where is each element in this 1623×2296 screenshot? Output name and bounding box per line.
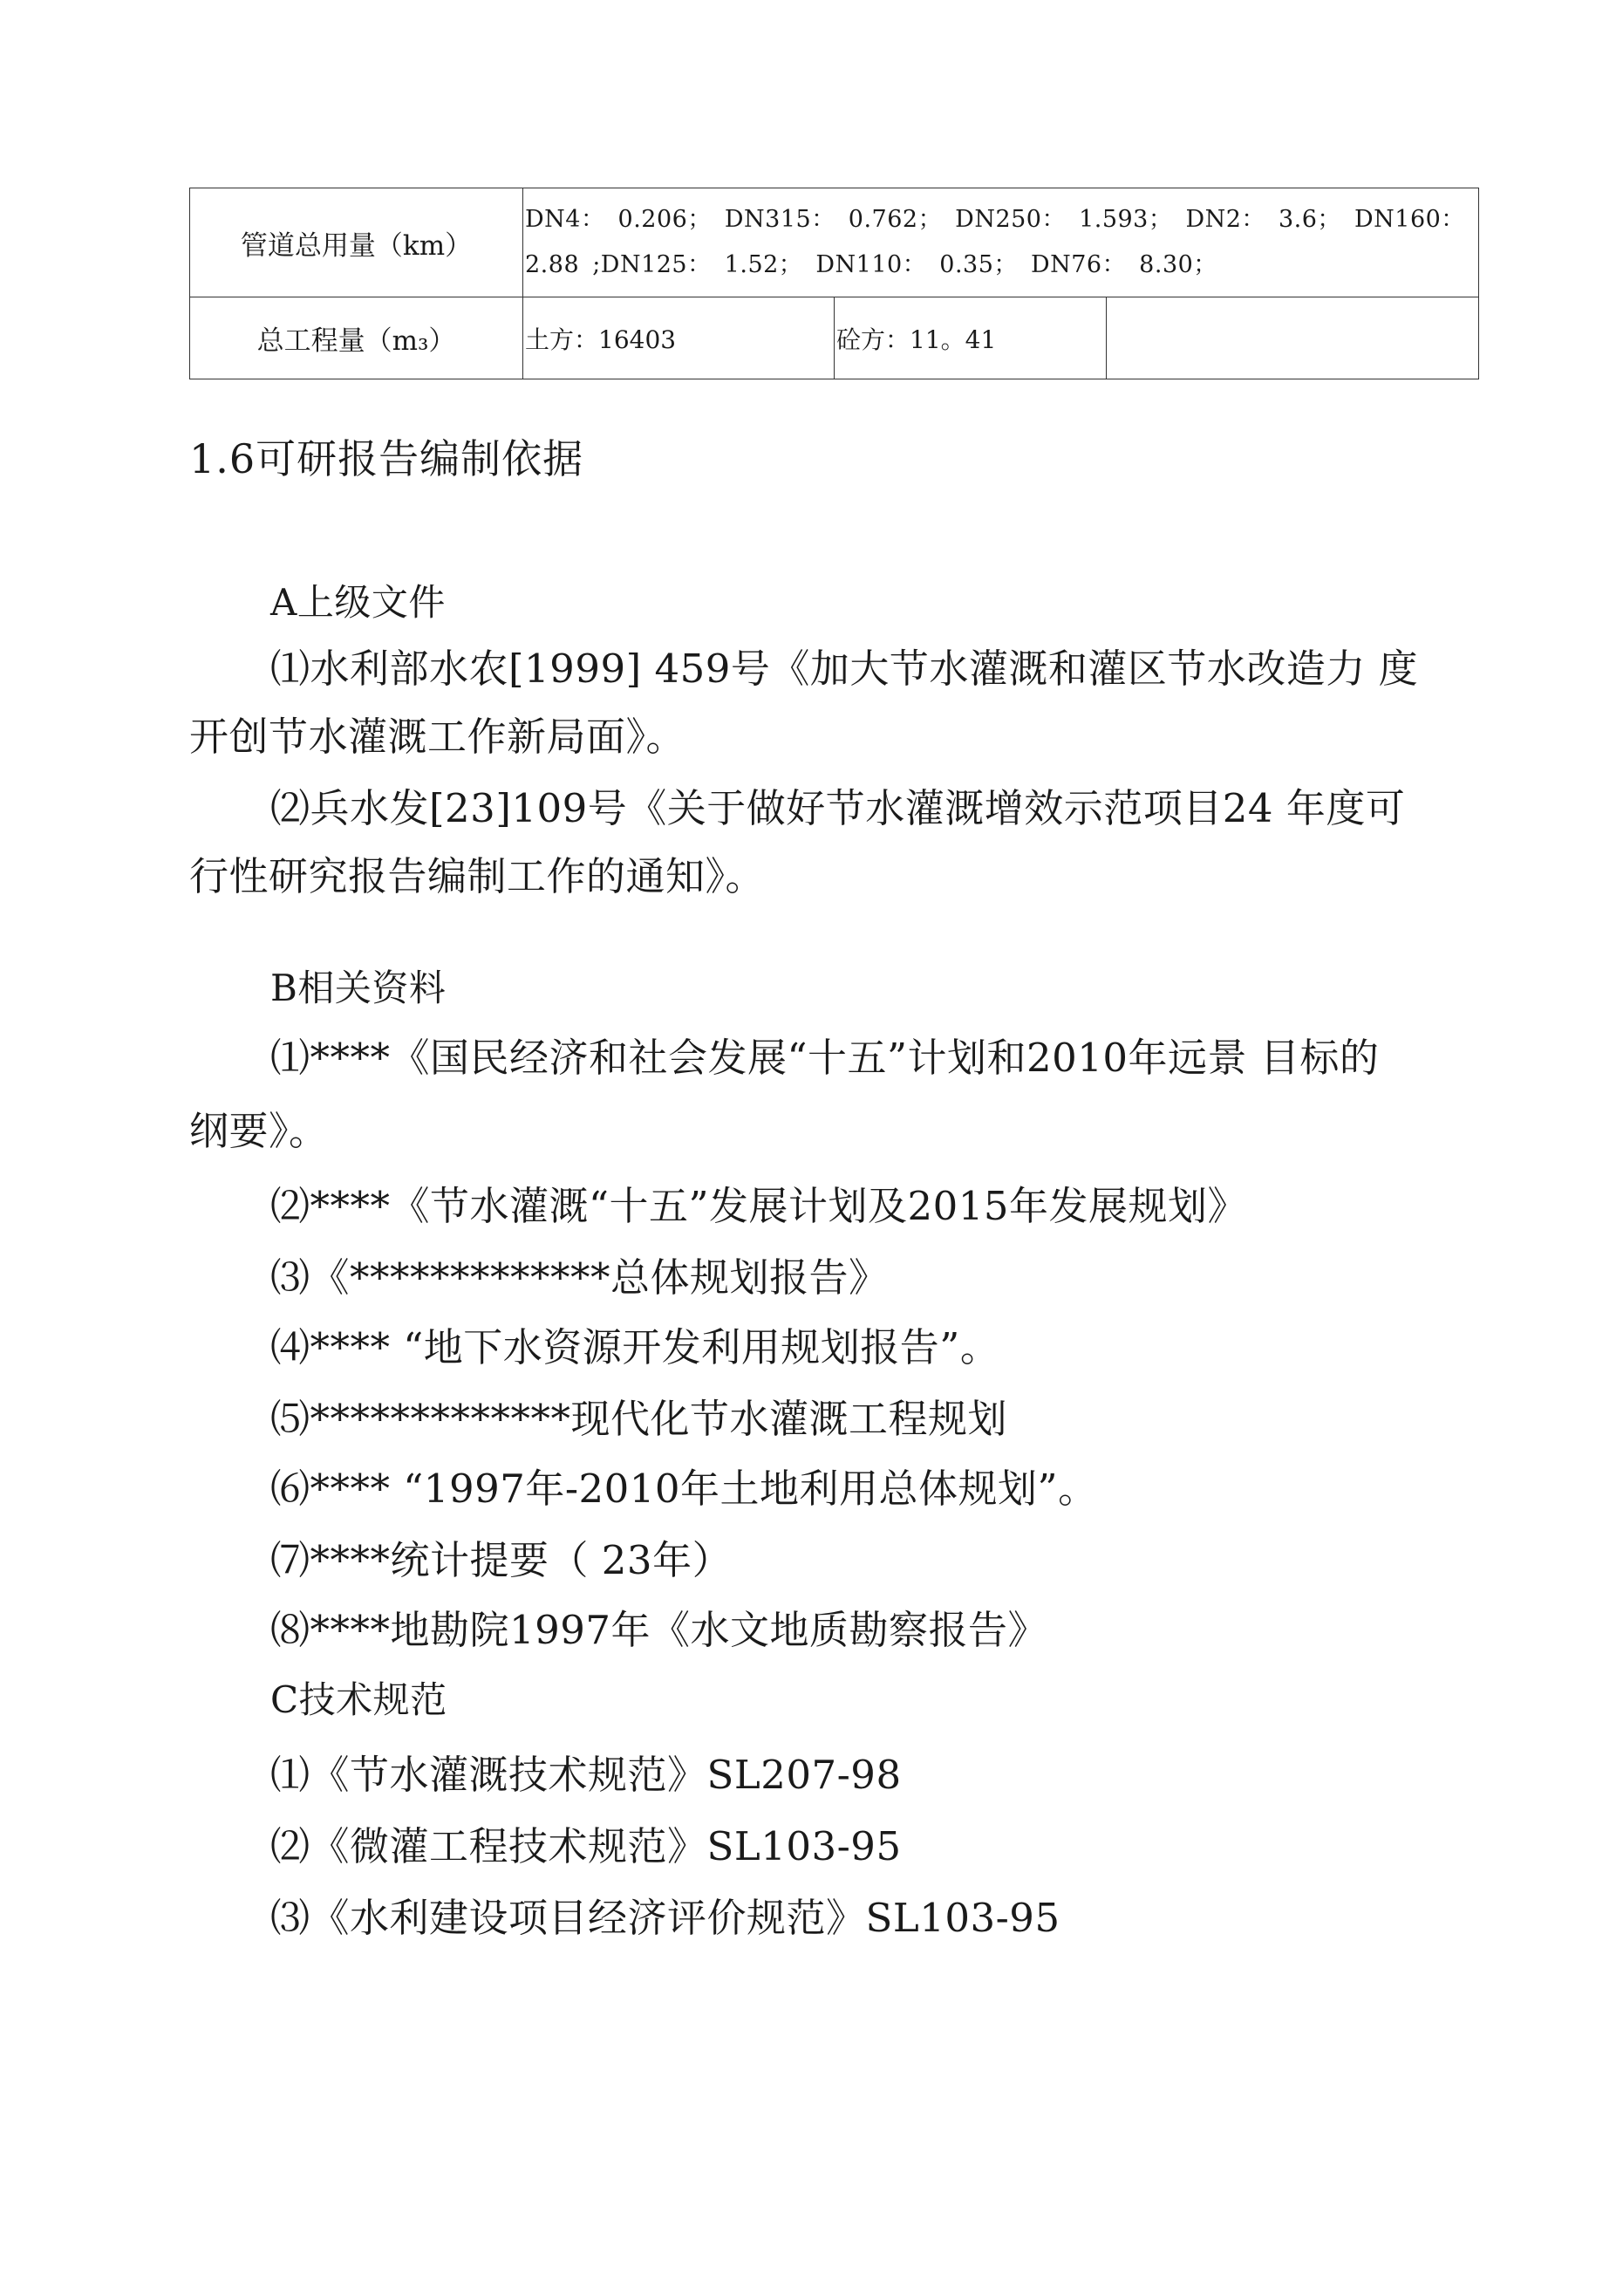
group-b-item-6: ⑹**** “1997年-2010年土地利用总体规划”。 [270,1466,1098,1512]
earthwork-value: 土方：16403 [523,297,835,379]
empty-cell [1107,297,1479,379]
group-c-item-1: ⑴《节水灌溉技术规范》SL207-98 [270,1752,902,1798]
table-row-total-work [190,297,1479,379]
pipe-usage-label: 管道总用量（km） [190,188,523,297]
group-c-item-3: ⑶《水利建设项目经济评价规范》SL103-95 [270,1895,1060,1941]
group-b-item-8: ⑻****地勘院1997年《水文地质勘察报告》 [270,1607,1048,1653]
concrete-value: 砼方：11。41 [835,297,1107,379]
group-c-item-2: ⑵《微灌工程技术规范》SL103-95 [270,1823,902,1869]
table-row-pipe-usage [190,188,1479,297]
group-b-item-5: ⑸*************现代化节水灌溉工程规划 [270,1396,1008,1442]
group-a-title: A上级文件 [270,581,446,624]
group-b-item-1: ⑴****《国民经济和社会发展“十五”计划和2010年远景 目标的 [270,1035,1380,1081]
pipe-usage-line-2: 2.88 ;DN125： 1.52； DN110： 0.35； DN76： 8.30； [525,251,1217,278]
group-a-item-1-cont: 开创节水灌溉工作新局面》。 [189,714,686,760]
section-heading: 1.6可研报告编制依据 [189,435,584,482]
group-b-item-7: ⑺****统计提要（ 23年） [270,1537,733,1583]
group-c-title: C技术规范 [270,1678,447,1721]
group-b-item-3: ⑶《*************总体规划报告》 [270,1254,889,1301]
group-b-title: B相关资料 [270,967,447,1009]
group-b-item-4: ⑷**** “地下水资源开发利用规划报告”。 [270,1324,1000,1370]
group-b-item-1-cont: 纲要》。 [189,1108,329,1154]
pipe-usage-line-1: DN4： 0.206； DN315： 0.762； DN250： 1.593； DN2： 3.6； DN160： [525,206,1465,233]
group-a-item-1: ⑴水利部水农[1999] 459号《加大节水灌溉和灌区节水改造力 度 [270,646,1419,692]
group-b-item-2: ⑵****《节水灌溉“十五”发展计划及2015年发展规划》 [270,1183,1248,1229]
project-summary-table [189,188,1479,379]
group-a-item-2: ⑵兵水发[23]109号《关于做好节水灌溉增效示范项目24 年度可 [270,785,1406,831]
pipe-usage-value [523,188,1479,297]
total-work-label: 总工程量（m₃） [190,297,523,379]
group-a-item-2-cont: 行性研究报告编制工作的通知》。 [189,853,766,899]
